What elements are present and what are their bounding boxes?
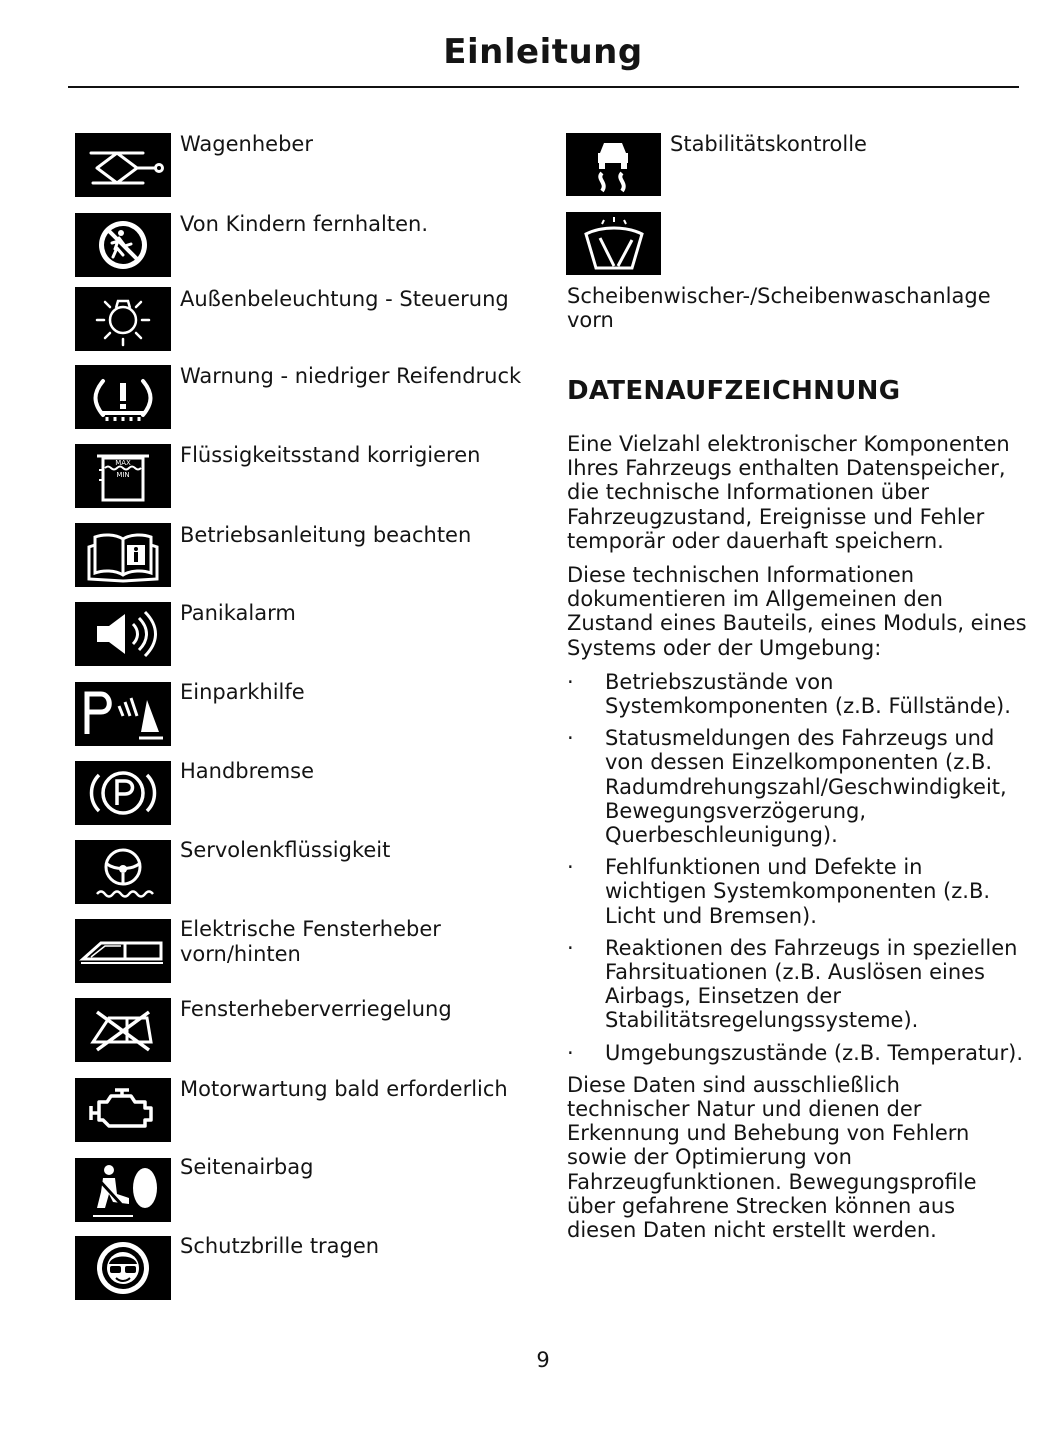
exterior-lamp-icon (75, 287, 171, 351)
list-item: · Fehlfunktionen und Defekte in wichtigen Systemkomponenten (z.B. Licht und Bremsen). (567, 855, 1027, 928)
fluid-max-mark: MAX (115, 459, 131, 467)
engine-service-icon (75, 1078, 171, 1142)
fluid-level-icon (75, 444, 171, 508)
fluid-min-mark: MIN (116, 471, 130, 479)
page-title: Einleitung (443, 32, 643, 72)
symbol-label-fluid-level: Flüssigkeitsstand korrigieren (180, 443, 481, 467)
symbol-glossary-left (0, 0, 540, 1340)
symbol-label-wiper-washer: Scheibenwischer-/Scheibenwaschanlage vorn (567, 284, 991, 333)
side-airbag-icon (75, 1158, 171, 1222)
paragraph-1: Eine Vielzahl elektronischer Komponenten Ihres Fahrzeugs enthalten Datenspeicher, die technische Informationen über Fahrzeugzustand, Ereignisse und Fehler temporär oder dauerhaft speichern. (567, 432, 1010, 553)
symbol-label-jack: Wagenheber (180, 132, 313, 156)
power-windows-icon (75, 919, 171, 983)
tire-pressure-icon (75, 365, 171, 429)
bullet-list (567, 670, 1027, 1065)
symbol-label-power-steering: Servolenkflüssigkeit (180, 838, 391, 862)
list-item: · Umgebungszustände (z.B. Temperatur). (567, 1041, 1027, 1065)
eye-protection-icon (75, 1236, 171, 1300)
keep-away-children-icon (75, 213, 171, 277)
symbol-label-engine-service: Motorwartung bald erforderlich (180, 1077, 508, 1101)
symbol-label-parking-aid: Einparkhilfe (180, 680, 305, 704)
symbol-label-window-lock: Fensterheberverriegelung (180, 997, 452, 1021)
power-steering-fluid-icon (75, 840, 171, 904)
symbol-label-stability: Stabilitätskontrolle (670, 132, 867, 156)
symbol-label-tire-pressure: Warnung - niedriger Reifendruck (180, 364, 522, 388)
symbol-label-owner-manual: Betriebsanleitung beachten (180, 523, 472, 547)
list-item: · Statusmeldungen des Fahrzeugs und von dessen Einzelkomponenten (z.B. Radumdrehungszahl/Geschwindigkeit, Bewegungsverzögerung, Querbeschleunigung). (567, 726, 1027, 847)
symbol-label-exterior-lamp: Außenbeleuchtung - Steuerung (180, 287, 509, 311)
parking-brake-icon (75, 761, 171, 825)
page-number: 9 (536, 1348, 550, 1372)
section-body (567, 432, 1027, 1252)
symbol-label-panic-alarm: Panikalarm (180, 601, 296, 625)
panic-alarm-icon (75, 602, 171, 666)
parking-aid-icon (75, 682, 171, 746)
symbol-label-side-airbag: Seitenairbag (180, 1155, 314, 1179)
stability-control-icon (566, 133, 661, 196)
owner-manual-icon (75, 523, 171, 587)
section-heading: DATENAUFZEICHNUNG (567, 376, 901, 406)
paragraph-2: Diese technischen Informationen dokumentieren im Allgemeinen den Zustand eines Bauteils, eines Moduls, eines Systems oder der Umgebung: (567, 563, 1027, 660)
symbol-label-parking-brake: Handbremse (180, 759, 315, 783)
symbol-label-eye-protection: Schutzbrille tragen (180, 1234, 380, 1258)
paragraph-3: Diese Daten sind ausschließlich technischer Natur und dienen der Erkennung und Behebung von Fehlern sowie der Optimierung von Fahrzeugfunktionen. Bewegungsprofile über gefahrene Strecken können aus diesen Daten nicht erstellt werden. (567, 1072, 977, 1243)
symbol-label-children: Von Kindern fernhalten. (180, 212, 429, 236)
list-item: · Betriebszustände von Systemkomponenten (z.B. Füllstände). (567, 670, 1027, 718)
list-item: · Reaktionen des Fahrzeugs in speziellen Fahrsituationen (z.B. Auslösen eines Airbags, Einsetzen der Stabilitätsregelungssysteme). (567, 936, 1027, 1033)
car-jack-icon (75, 133, 171, 197)
symbol-label-power-windows: Elektrische Fensterheber vorn/hinten (180, 917, 441, 966)
window-lock-icon (75, 998, 171, 1062)
wiper-washer-icon (566, 212, 661, 275)
